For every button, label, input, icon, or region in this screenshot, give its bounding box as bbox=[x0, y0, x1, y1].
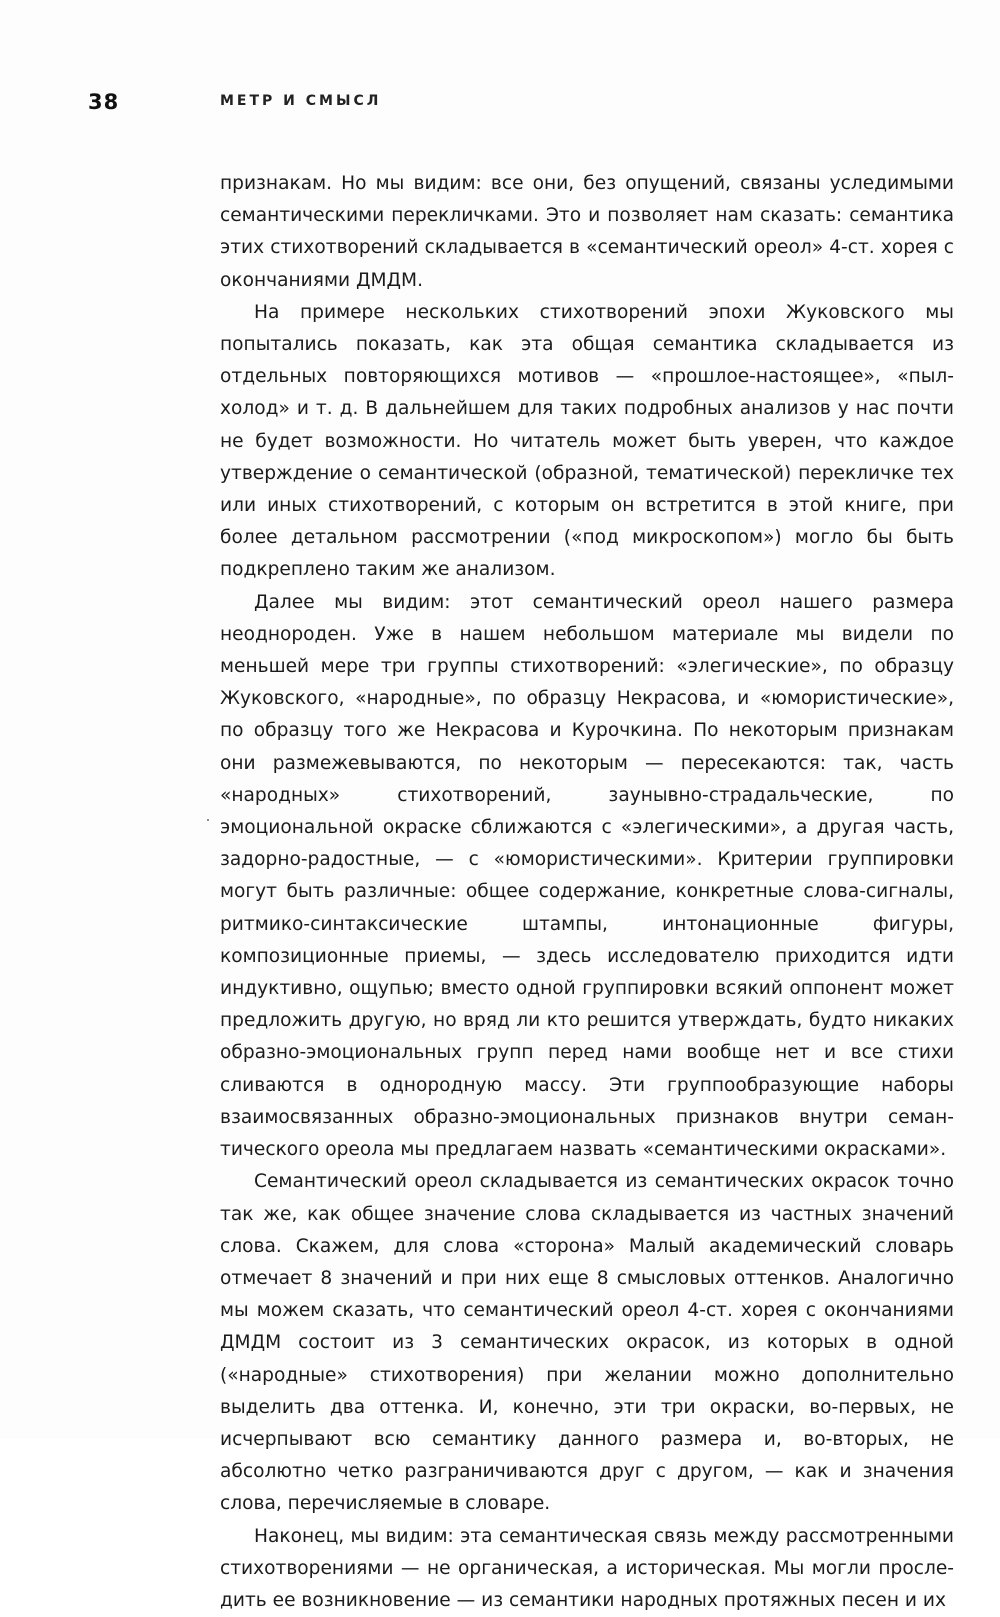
running-title: МЕТР И СМЫСЛ bbox=[220, 93, 382, 109]
paragraph: Далее мы видим: этот семантический ореол нашего размера неоднороден. Уже в нашем небольшом материале мы видели по меньшей мере три группы стихотворений: «элегические», по образцу Жуковского, «народные», по образцу Некрасова, и «юмористические», по образцу того же Некрасова и Курочкина. По некоторым признакам они размежевываются, по некоторым — пересекаются: так, часть «народных» стихотворений, заунывно-страдальческие, по эмоциональной окраске сближаются с «элегическими», а другая часть, задорно-радостные, — с «юмористическими». Критерии группировки могут быть различные: общее содержание, конкретные слова-сигналы, ритмико-синтаксические штампы, интонационные фигуры, композиционные приемы, — здесь исследователю приходится идти индуктивно, ощупью; вместо одной группировки всякий оппонент может предложить другую, но вряд ли кто решится утверждать, будто никаких образно-эмоциональных групп перед нами вообще нет и все стихи сливаются в однородную массу. Эти группообразующие наборы взаимосвязанных образно-эмоциональных признаков внутри семантического ореола мы предлагаем назвать «семантическими окрасками». bbox=[220, 591, 954, 1161]
paragraph-continuation: признакам. Но мы видим: все они, без опущений, связаны уследимыми семантическими перекличками. Это и позволяет нам сказать: семантика этих стихотворений складывается в «семантический ореол» 4-ст. хорея с окончаниями ДМДМ. bbox=[220, 173, 954, 291]
paragraph: Наконец, мы видим: эта семантическая связь между рассмотренными стихотворениями — не органическая, а историческая. Мы могли проследить ее возникновение — из семантики народных протяжных песен и их bbox=[220, 1525, 954, 1611]
print-speck bbox=[207, 819, 209, 821]
paragraph: На примере нескольких стихотворений эпохи Жуковского мы попытались показать, как эта общая семантика складывается из отдельных повторяющихся мотивов — «прошлое-настоящее», «пыл-холод» и т. д. В дальнейшем для таких подробных анализов у нас почти не будет возможности. Но читатель может быть уверен, что каждое утверждение о семантической (образной, тематической) перекличке тех или иных стихотворений, с которым он встретится в этой книге, при более детальном рассмотрении («под микроскопом») могло бы быть подкреплено таким же анализом. bbox=[220, 301, 954, 581]
paragraph: Семантический ореол складывается из семантических окрасок точно так же, как общее значение слова складывается из частных значений слова. Скажем, для слова «сторона» Малый академический словарь отмечает 8 значений и при них еще 8 смысловых оттенков. Аналогично мы можем сказать, что семантический ореол 4-ст. хорея с окончаниями ДМДМ состоит из 3 семантических окрасок, из которых в одной («народные» стихотворения) при желании можно дополнительно выделить два оттенка. И, конечно, эти три окраски, во-первых, не исчерпывают всю семантику данного размера и, во-вторых, не абсолютно четко разграничиваются друг с другом, — как и значения слова, перечисляемые в словаре. bbox=[220, 1171, 954, 1515]
body-text bbox=[220, 168, 954, 1617]
page-number: 38 bbox=[88, 90, 120, 114]
running-head bbox=[88, 90, 948, 114]
